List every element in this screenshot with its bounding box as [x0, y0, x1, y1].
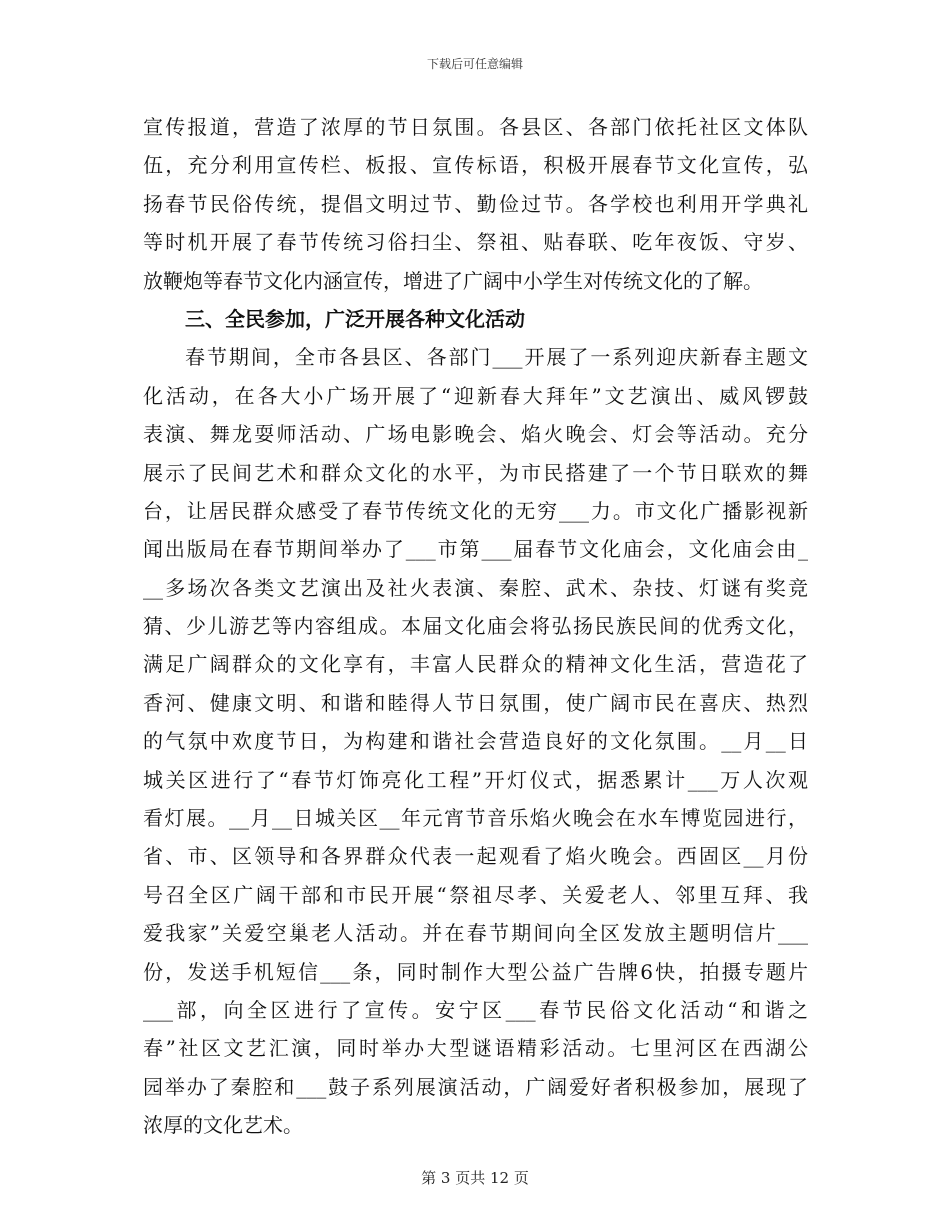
page-header: 下载后可任意编辑 [426, 57, 523, 71]
paragraph-line: 份，发送手机短信___条，同时制作大型公益广告牌6快，拍摄专题片 [143, 959, 808, 984]
paragraph-line: 的气氛中欢度节日，为构建和谐社会营造良好的文化氛围。__月__日 [143, 729, 808, 754]
section-heading: 三、全民参加，广泛开展各种文化活动 [185, 306, 525, 331]
paragraph-line: 爱我家”关爱空巢老人活动。并在春节期间向全区发放主题明信片___ [143, 921, 808, 946]
paragraph-line: 宣传报道，营造了浓厚的节日氛围。各县区、各部门依托社区文体队 [143, 115, 808, 139]
paragraph-line: 香河、健康文明、和谐和睦得人节日氛围，使广阔市民在喜庆、热烈 [143, 690, 808, 715]
paragraph-line: ___部，向全区进行了宣传。安宁区___春节民俗文化活动“和谐之 [143, 997, 808, 1022]
paragraph-line: 城关区进行了“春节灯饰亮化工程”开灯仪式，据悉累计___万人次观 [143, 767, 808, 792]
paragraph-line: 放鞭炮等春节文化内涵宣传，增进了广阔中小学生对传统文化的了解。 [143, 268, 763, 293]
paragraph-line: 猜、少儿游艺等内容组成。本届文化庙会将弘扬民族民间的优秀文化， [143, 614, 808, 639]
paragraph-line: 伍，充分利用宣传栏、板报、宣传标语，积极开展春节文化宣传，弘 [143, 153, 808, 178]
page-number: 第 3 页共 12 页 [421, 1169, 529, 1187]
paragraph-line: 等时机开展了春节传统习俗扫尘、祭祖、贴春联、吃年夜饭、守岁、 [143, 230, 808, 255]
paragraph-line: 省、市、区领导和各界群众代表一起观看了焰火晚会。西固区__月份 [143, 844, 808, 869]
paragraph-line: 满足广阔群众的文化享有，丰富人民群众的精神文化生活，营造花了 [143, 652, 808, 677]
paragraph-line: 春节期间，全市各县区、各部门___开展了一系列迎庆新春主题文 [185, 345, 808, 370]
paragraph-line: 看灯展。__月__日城关区__年元宵节音乐焰火晚会在水车博览园进行， [143, 806, 808, 831]
paragraph-line: 表演、舞龙耍师活动、广场电影晚会、焰火晚会、灯会等活动。充分 [143, 422, 808, 447]
paragraph-line: 闻出版局在春节期间举办了___市第___届春节文化庙会，文化庙会由_ [143, 537, 808, 562]
paragraph-line: 台，让居民群众感受了春节传统文化的无穷___力。市文化广播影视新 [143, 498, 808, 523]
paragraph-line: 扬春节民俗传统，提倡文明过节、勤俭过节。各学校也利用开学典礼 [143, 191, 808, 216]
paragraph-line: 号召全区广阔干部和市民开展“祭祖尽孝、关爱老人、邻里互拜、我 [143, 882, 808, 907]
paragraph-line: __多场次各类文艺演出及社火表演、秦腔、武术、杂技、灯谜有奖竞 [143, 575, 808, 600]
paragraph-line: 浓厚的文化艺术。 [143, 1113, 303, 1138]
paragraph-line: 展示了民间艺术和群众文化的水平，为市民搭建了一个节日联欢的舞 [143, 460, 808, 485]
document-body [143, 108, 808, 1145]
paragraph-line: 园举办了秦腔和___鼓子系列展演活动，广阔爱好者积极参加，展现了 [143, 1074, 808, 1099]
paragraph-line: 化活动，在各大小广场开展了“迎新春大拜年”文艺演出、威风锣鼓 [143, 383, 808, 408]
paragraph-line: 春”社区文艺汇演，同时举办大型谜语精彩活动。七里河区在西湖公 [143, 1036, 808, 1061]
